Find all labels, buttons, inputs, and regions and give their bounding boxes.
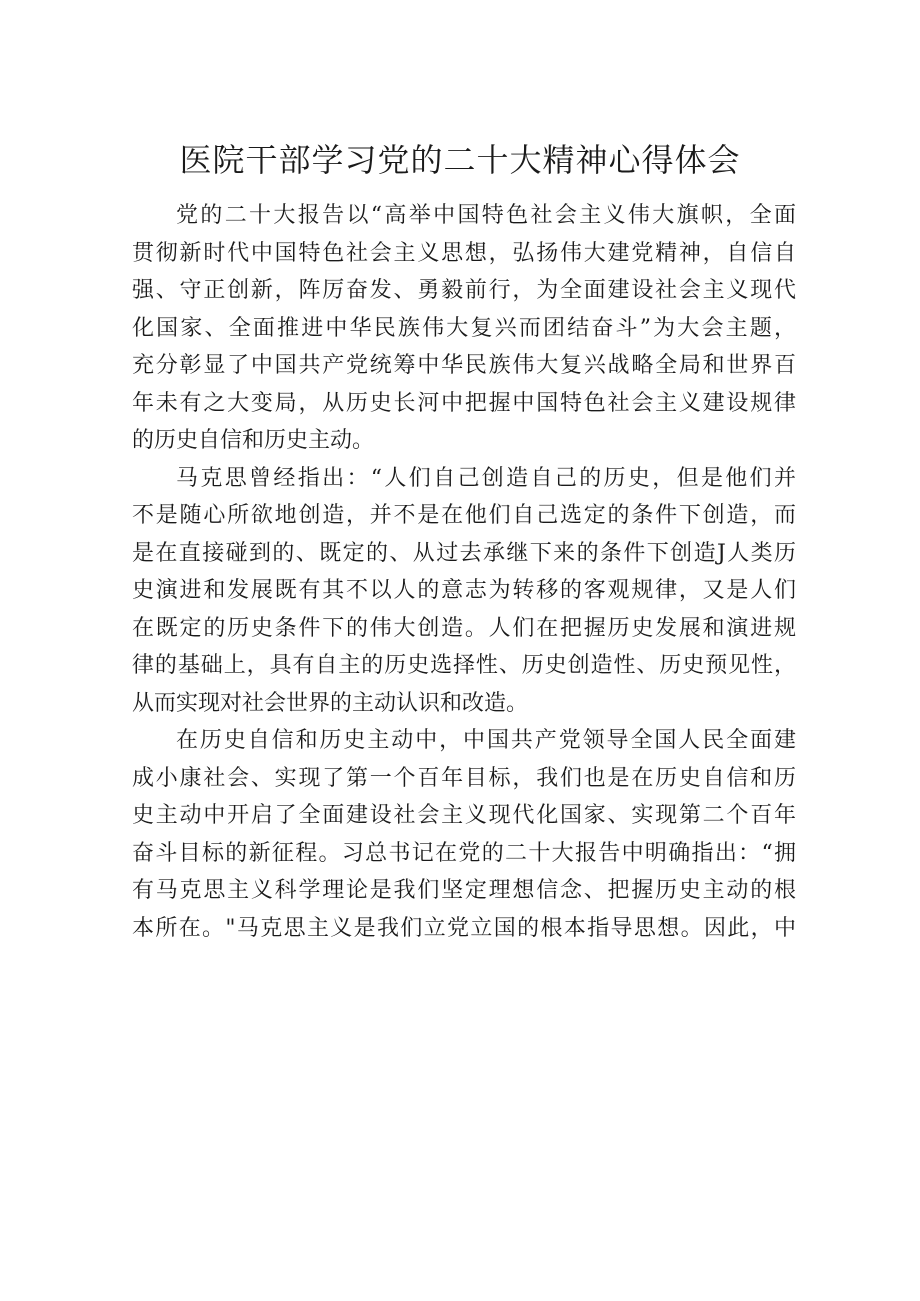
paragraph-line: 从而实现对社会世界的主动认识和改造。 bbox=[132, 690, 529, 716]
paragraph-line: 成小康社会、实现了第一个百年目标，我们也是在历史自信和历 bbox=[132, 765, 796, 791]
paragraph-line: 在既定的历史条件下的伟大创造。人们在把握历史发展和演进规 bbox=[132, 615, 796, 641]
paragraph-line: 史主动中开启了全面建设社会主义现代化国家、实现第二个百年 bbox=[132, 803, 796, 828]
paragraph-1 bbox=[132, 197, 796, 460]
paragraph-line: 律的基础上，具有自主的历史选择性、历史创造性、历史预见性， bbox=[132, 653, 796, 678]
paragraph-2 bbox=[132, 460, 796, 723]
document-title: 医院干部学习党的二十大精神心得体会 bbox=[179, 141, 741, 179]
paragraph-line: 年未有之大变局，从历史长河中把握中国特色社会主义建设规律 bbox=[132, 390, 796, 416]
document-body bbox=[132, 197, 796, 947]
paragraph-line: 贯彻新时代中国特色社会主义思想，弘扬伟大建党精神，自信自 bbox=[132, 240, 796, 266]
paragraph-line: 化国家、全面推进中华民族伟大复兴而团结奋斗”为大会主题， bbox=[132, 315, 796, 341]
paragraph-3 bbox=[132, 722, 796, 947]
paragraph-line: 在历史自信和历史主动中，中国共产党领导全国人民全面建 bbox=[176, 728, 796, 753]
paragraph-line: 充分彰显了中国共产党统筹中华民族伟大复兴战略全局和世界百 bbox=[132, 353, 796, 378]
paragraph-line: 的历史自信和历史主动。 bbox=[132, 428, 375, 453]
paragraph-line: 党的二十大报告以“高举中国特色社会主义伟大旗帜，全面 bbox=[176, 203, 796, 228]
paragraph-line: 奋斗目标的新征程。习总书记在党的二十大报告中明确指出：“拥 bbox=[132, 840, 796, 866]
paragraph-line: 马克思曾经指出：“人们自己创造自己的历史，但是他们并 bbox=[176, 465, 796, 491]
paragraph-line: 史演进和发展既有其不以人的意志为转移的客观规律，又是人们 bbox=[132, 578, 796, 603]
paragraph-line: 是在直接碰到的、既定的、从过去承继下来的条件下创造J人类历 bbox=[132, 540, 796, 566]
paragraph-line: 本所在。"马克思主义是我们立党立国的根本指导思想。因此，中 bbox=[132, 915, 796, 941]
paragraph-line: 有马克思主义科学理论是我们坚定理想信念、把握历史主动的根 bbox=[132, 878, 796, 903]
paragraph-line: 不是随心所欲地创造，并不是在他们自己选定的条件下创造，而 bbox=[132, 503, 796, 528]
paragraph-line: 强、守正创新，阵厉奋发、勇毅前行，为全面建设社会主义现代 bbox=[132, 278, 796, 303]
